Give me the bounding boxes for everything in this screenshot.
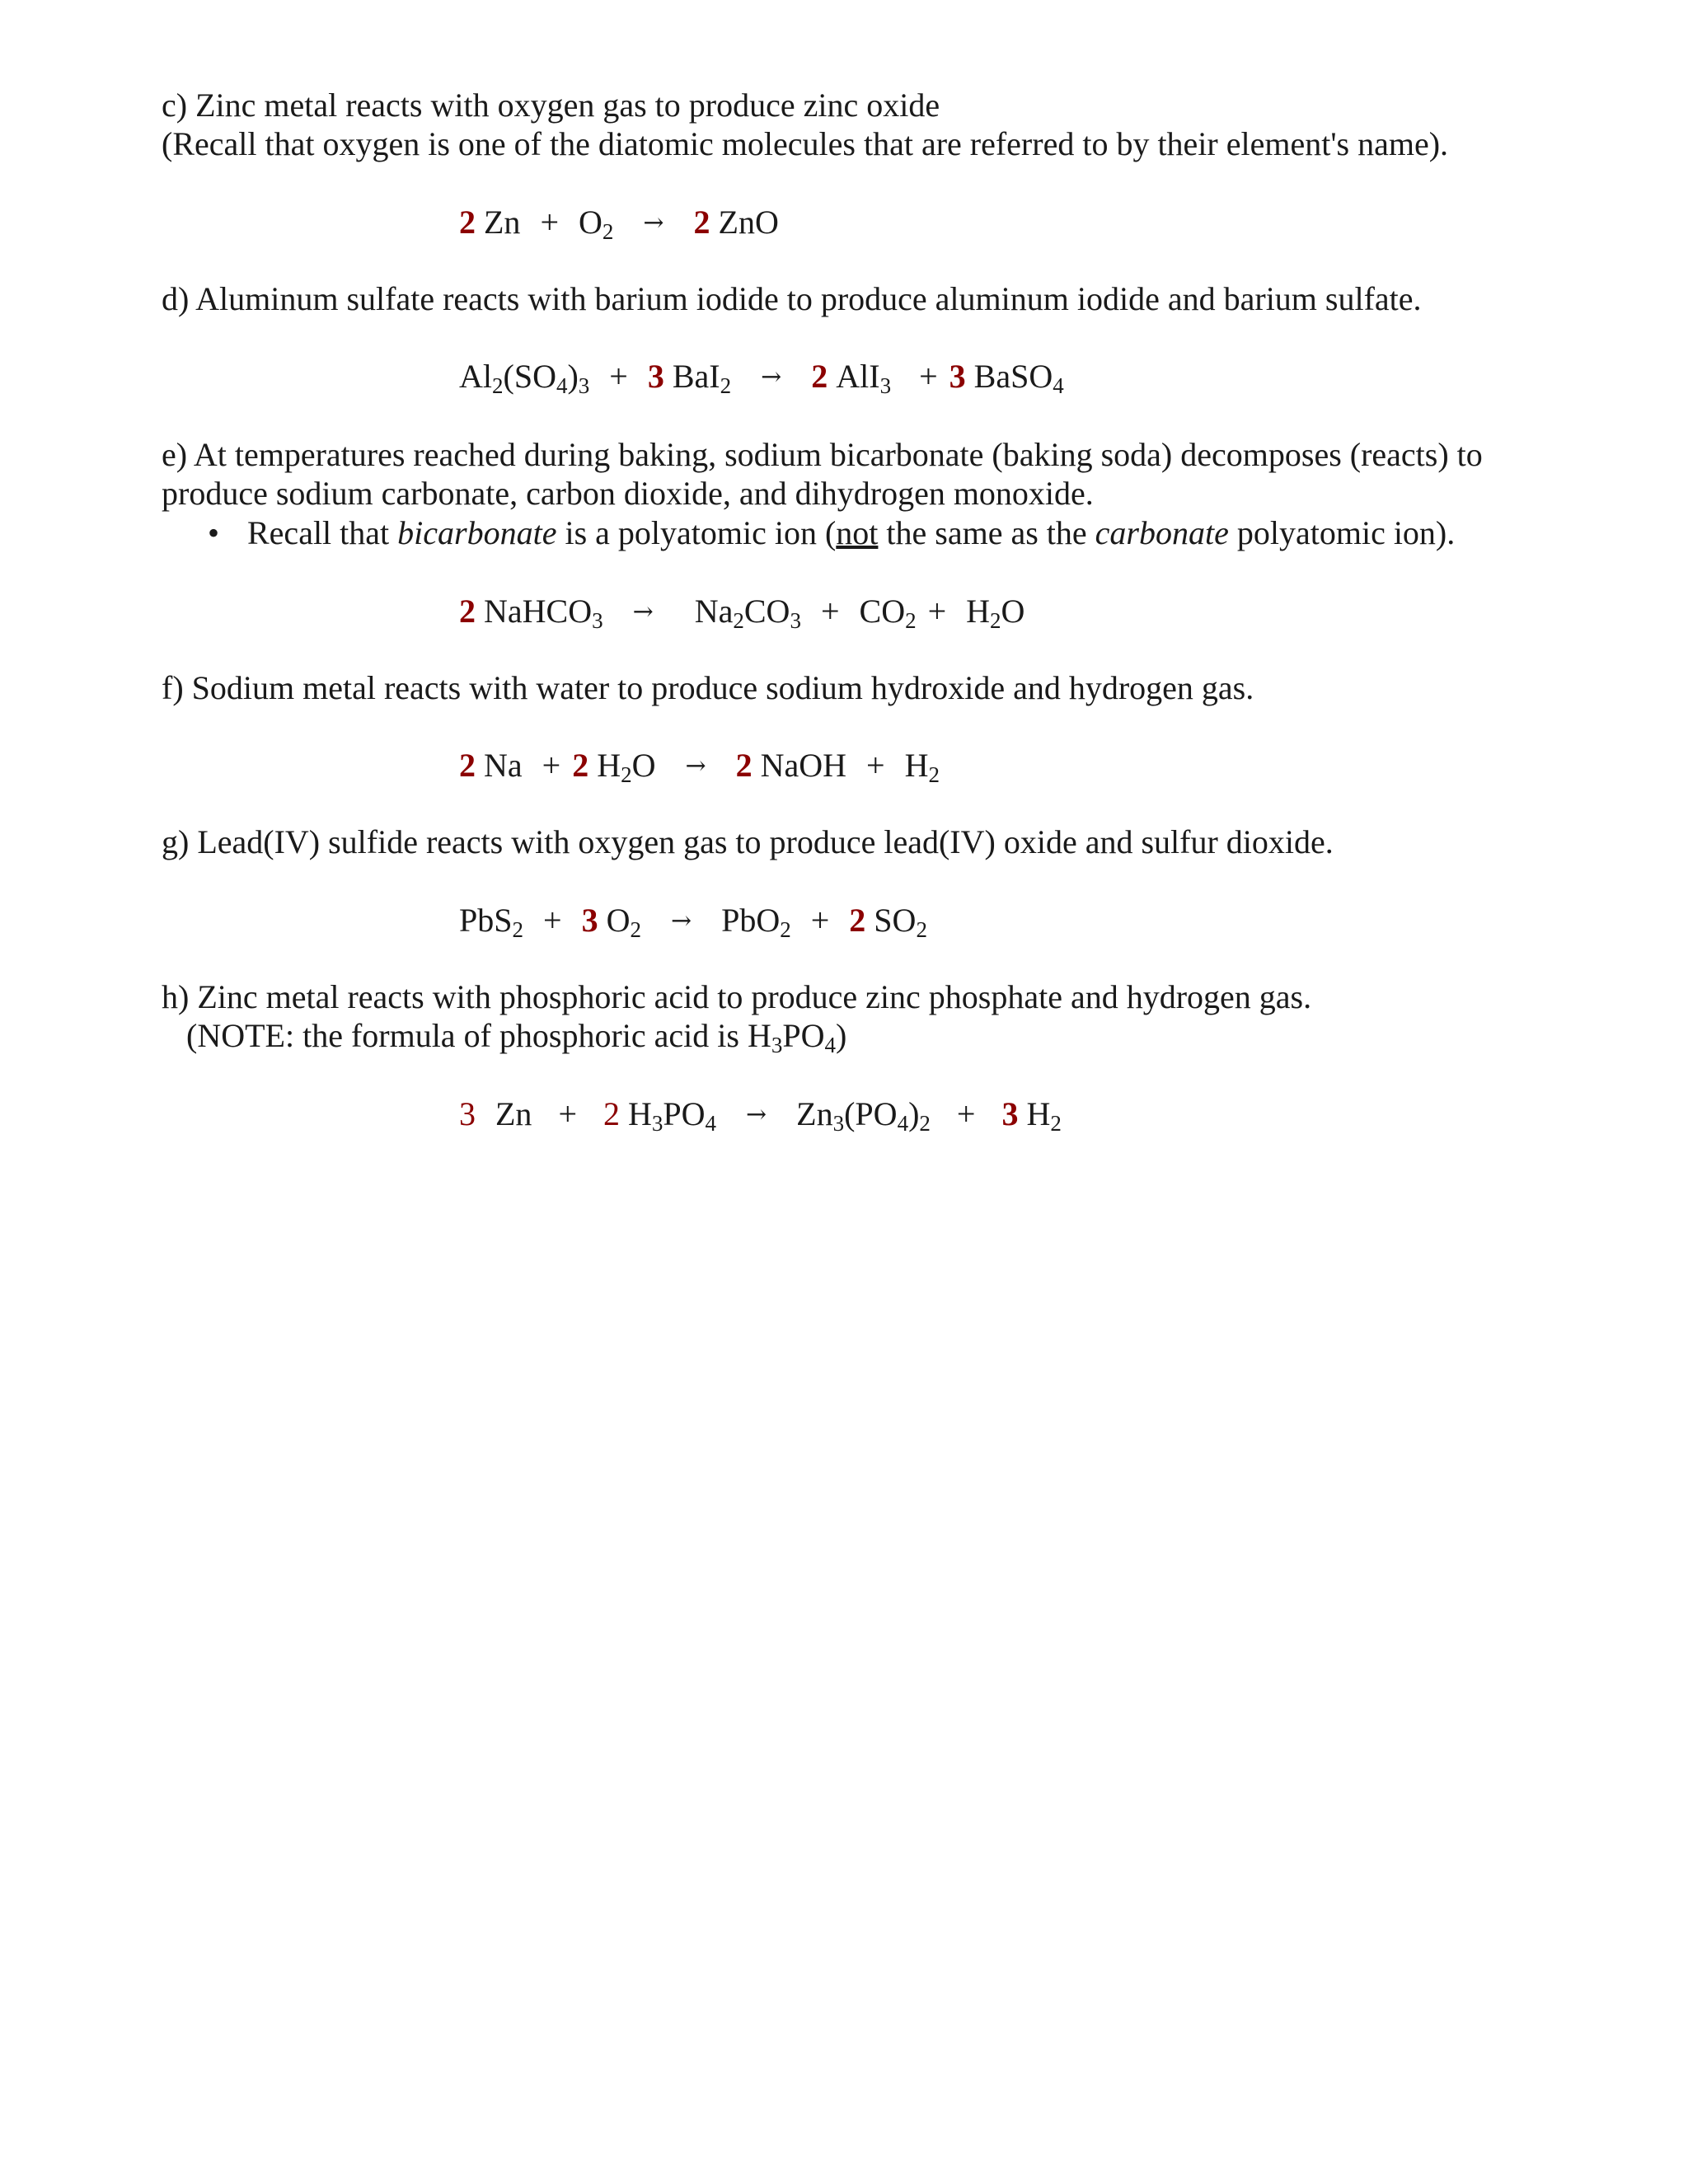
plus-sign: + — [542, 747, 561, 784]
species: $Na_2CO_3$ — [694, 593, 801, 633]
plus-sign: + — [540, 204, 559, 241]
coefficient: 3 — [1001, 1095, 1019, 1132]
plus-sign: + — [927, 593, 947, 630]
bullet-icon: • — [208, 514, 220, 551]
problem-c-statement: c) Zinc metal reacts with oxygen gas to produce zinc oxide — [162, 87, 940, 124]
problem-h-statement: h) Zinc metal reacts with phosphoric acid to produce zinc phosphate and hydrogen gas. — [162, 978, 1312, 1015]
plus-sign: + — [820, 593, 840, 630]
italic-term: bicarbonate — [397, 514, 557, 551]
italic-term: carbonate — [1095, 514, 1229, 551]
equation-f — [459, 746, 940, 788]
species: $H_2O$ — [597, 747, 656, 787]
species: Zn — [495, 1095, 532, 1132]
coefficient: 3 — [459, 1095, 476, 1132]
coefficient: 2 — [459, 747, 476, 784]
plus-sign: + — [919, 358, 938, 395]
underlined-word: not — [836, 514, 879, 551]
coefficient: 2 — [459, 204, 476, 241]
coefficient: 2 — [811, 358, 828, 395]
plus-sign: + — [866, 747, 885, 784]
reaction-arrow: → — [761, 363, 782, 391]
species: NaHCO$_3$ — [484, 593, 603, 633]
problem-g-statement: g) Lead(IV) sulfide reacts with oxygen gas to produce lead(IV) oxide and sulfur dioxide. — [162, 823, 1334, 860]
species: BaI$_2$ — [672, 358, 732, 398]
species: $H_2O$ — [966, 593, 1025, 633]
species: $H_2$ — [1026, 1095, 1062, 1136]
coefficient: 2 — [849, 902, 866, 939]
plus-sign: + — [956, 1095, 976, 1132]
reaction-arrow: → — [670, 907, 692, 935]
species: $Al_2(SO_4)_3$ — [459, 358, 590, 398]
species: Zn — [484, 204, 521, 241]
reaction-arrow: → — [746, 1100, 767, 1129]
coefficient: 3 — [647, 358, 664, 395]
species: PbO$_2$ — [721, 902, 791, 942]
reaction-arrow: → — [643, 209, 664, 237]
plus-sign: + — [558, 1095, 577, 1132]
coefficient: 2 — [693, 204, 710, 241]
species: $CO_2$ — [859, 593, 917, 633]
reaction-arrow: → — [632, 598, 654, 626]
coefficient: 2 — [459, 593, 476, 630]
reaction-arrow: → — [685, 752, 706, 780]
species: ZnO — [718, 204, 779, 241]
problem-f-statement: f) Sodium metal reacts with water to produce sodium hydroxide and hydrogen gas. — [162, 669, 1254, 706]
species: $O_2$ — [579, 204, 614, 244]
species: BaSO$_4$ — [973, 358, 1064, 398]
species: $H_3PO_4$ — [628, 1095, 717, 1136]
species: $Zn_3(PO_4)_2$ — [796, 1095, 931, 1136]
species: $O_2$ — [606, 902, 641, 942]
equation-g — [459, 901, 927, 943]
bullet-note: • Recall that bicarbonate is a polyatomic ion (not the same as the carbonate polyatomic ion). — [208, 514, 1456, 551]
coefficient: 2 — [735, 747, 753, 784]
coefficient: 2 — [603, 1095, 620, 1132]
equation-c — [459, 203, 779, 245]
plus-sign: + — [543, 902, 562, 939]
problem-e-statement: e) At temperatures reached during baking, sodium bicarbonate (baking soda) decomposes (reacts) to — [162, 436, 1483, 473]
problem-c-note: (Recall that oxygen is one of the diatomic molecules that are referred to by their element's name). — [162, 125, 1449, 162]
plus-sign: + — [609, 358, 628, 395]
equation-e — [459, 592, 1025, 634]
coefficient: 2 — [572, 747, 589, 784]
problem-d-statement: d) Aluminum sulfate reacts with barium iodide to produce aluminum iodide and barium sulfate. — [162, 280, 1422, 317]
species: AlI$_3$ — [836, 358, 892, 398]
coefficient: 3 — [581, 902, 598, 939]
species: NaOH — [760, 747, 847, 784]
problem-h-note: (NOTE: the formula of phosphoric acid is $H_3PO_4$) — [186, 1017, 847, 1057]
problem-e-statement-cont: produce sodium carbonate, carbon dioxide, and dihydrogen monoxide. — [162, 475, 1094, 512]
plus-sign: + — [810, 902, 830, 939]
equation-h — [459, 1094, 1062, 1137]
species: Na — [484, 747, 523, 784]
species: $H_2$ — [904, 747, 940, 787]
species: PbS$_2$ — [459, 902, 523, 942]
equation-d — [459, 357, 1064, 399]
coefficient: 3 — [949, 358, 966, 395]
species: $SO_2$ — [874, 902, 927, 942]
